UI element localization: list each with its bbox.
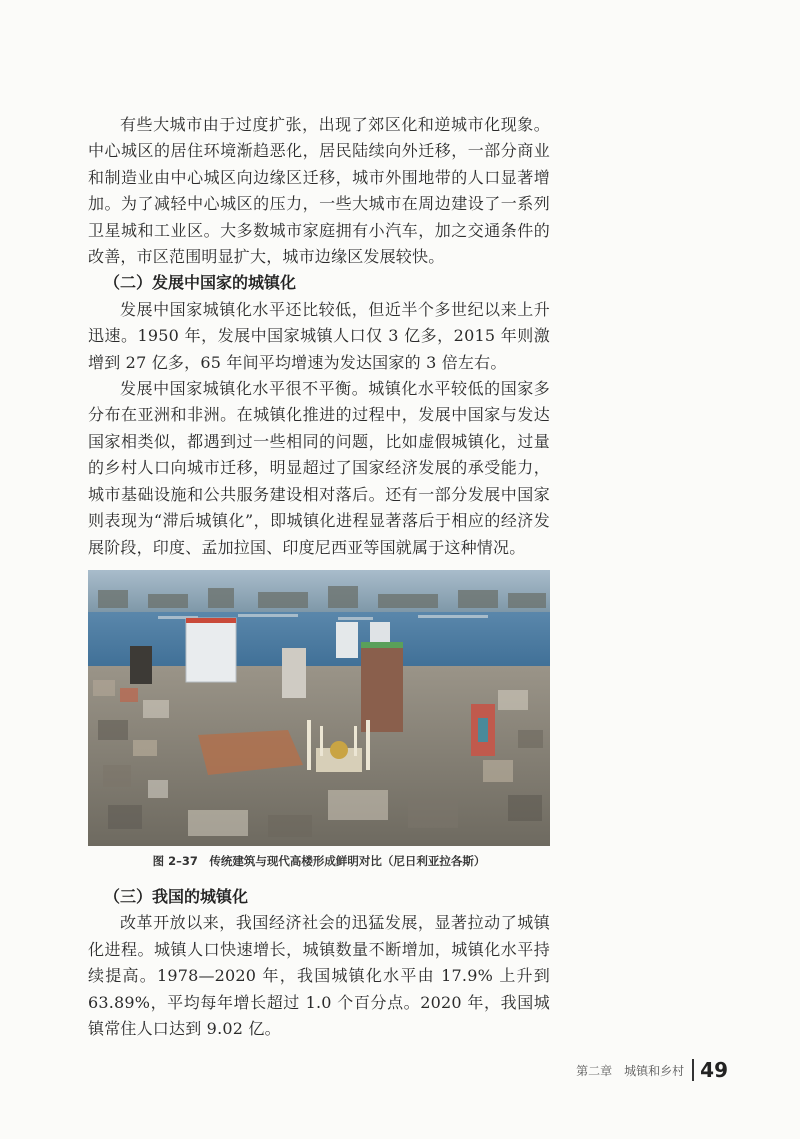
page-footer xyxy=(576,1058,728,1082)
mosque-dome xyxy=(330,741,348,759)
main-text-top xyxy=(88,112,550,561)
brown-tower xyxy=(361,642,403,732)
section-heading-china: （三）我国的城镇化 xyxy=(104,887,249,906)
paragraph-developing-growth: 发展中国家城镇化水平还比较低，但近半个多世纪以来上升迅速。1950 年，发展中国家城镇人口仅 3 亿多，2015 年则激增到 27 亿多，65 年间平均增速为发达国家的 3 倍左右。 xyxy=(88,299,550,372)
chapter-title: 第二章 城镇和乡村 xyxy=(576,1063,685,1078)
white-tower-left xyxy=(186,618,236,682)
paragraph-china-urbanization: 改革开放以来，我国经济社会的迅猛发展，显著拉动了城镇化进程。城镇人口快速增长，城镇数量不断增加，城镇化水平持续提高。1978—2020 年，我国城镇化水平由 17.9% 上升到 63.89%，平均每年增长超过 1.0 个百分点。2020 年，我国城镇常住人口达到 9.02 亿。 xyxy=(88,913,550,1039)
main-text-bottom xyxy=(88,884,550,1042)
paragraph-developing-imbalance: 发展中国家城镇化水平很不平衡。城镇化水平较低的国家多分布在亚洲和非洲。在城镇化推进的过程中，发展中国家与发达国家相类似，都遇到过一些相同的问题，比如虚假城镇化，过量的乡村人口向城市迁移，明显超过了国家经济发展的承受能力，城市基础设施和公共服务建设相对落后。还有一部分发展中国家则表现为“滞后城镇化”，即城镇化进程显著落后于相应的经济发展阶段，印度、孟加拉国、印度尼西亚等国就属于这种情况。 xyxy=(88,379,550,557)
cityscape-illustration xyxy=(88,570,550,846)
page-number: 49 xyxy=(700,1058,728,1082)
figure-caption: 图 2–37 传统建筑与现代高楼形成鲜明对比（尼日利亚拉各斯） xyxy=(152,854,486,868)
lagos-cityscape-photo xyxy=(88,570,550,846)
footer-divider xyxy=(692,1059,694,1081)
beige-tower xyxy=(282,648,306,698)
dark-tower xyxy=(130,646,152,684)
section-heading-developing-countries: （二）发展中国家的城镇化 xyxy=(104,273,297,293)
lagoon-water xyxy=(88,612,550,670)
white-tower-mid xyxy=(336,622,358,658)
paragraph-suburbanization: 有些大城市由于过度扩张，出现了郊区化和逆城市化现象。中心城区的居住环境渐趋恶化，居民陆续向外迁移，一部分商业和制造业由中心城区向边缘区迁移，城市外围地带的人口显著增加。为了减轻中心城区的压力，一些大城市在周边建设了一系列卫星城和工业区。大多数城市家庭拥有小汽车，加之交通条件的改善，市区范围明显扩大，城市边缘区发展较快。 xyxy=(88,115,550,267)
